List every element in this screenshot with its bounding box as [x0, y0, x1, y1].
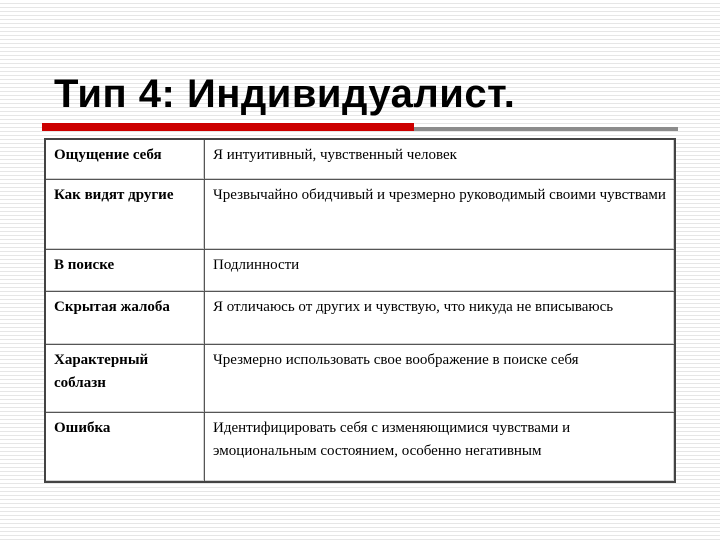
row-label: Ошибка — [45, 412, 205, 482]
slide-title: Тип 4: Индивидуалист. — [54, 72, 516, 116]
row-value: Подлинности — [205, 249, 676, 291]
personality-table — [44, 138, 676, 483]
row-value: Чрезмерно использовать свое воображение в поиске себя — [205, 344, 676, 412]
row-label: Как видят другие — [45, 179, 205, 249]
row-label: Скрытая жалоба — [45, 291, 205, 344]
table-row — [45, 179, 675, 249]
table-row — [45, 344, 675, 412]
table-row — [45, 249, 675, 291]
row-value: Чрезвычайно обидчивый и чрезмерно руководимый своими чувствами — [205, 179, 676, 249]
row-value: Я отличаюсь от других и чувствую, что никуда не вписываюсь — [205, 291, 676, 344]
row-value: Я интуитивный, чувственный человек — [205, 139, 676, 179]
row-label: Ощущение себя — [45, 139, 205, 179]
title-underline-accent — [42, 123, 414, 131]
table-row — [45, 139, 675, 179]
row-value: Идентифицировать себя с изменяющимися чувствами и эмоциональным состоянием, особенно негативным — [205, 412, 676, 482]
table-row — [45, 412, 675, 482]
table-row — [45, 291, 675, 344]
row-label: В поиске — [45, 249, 205, 291]
row-label: Характерный соблазн — [45, 344, 205, 412]
